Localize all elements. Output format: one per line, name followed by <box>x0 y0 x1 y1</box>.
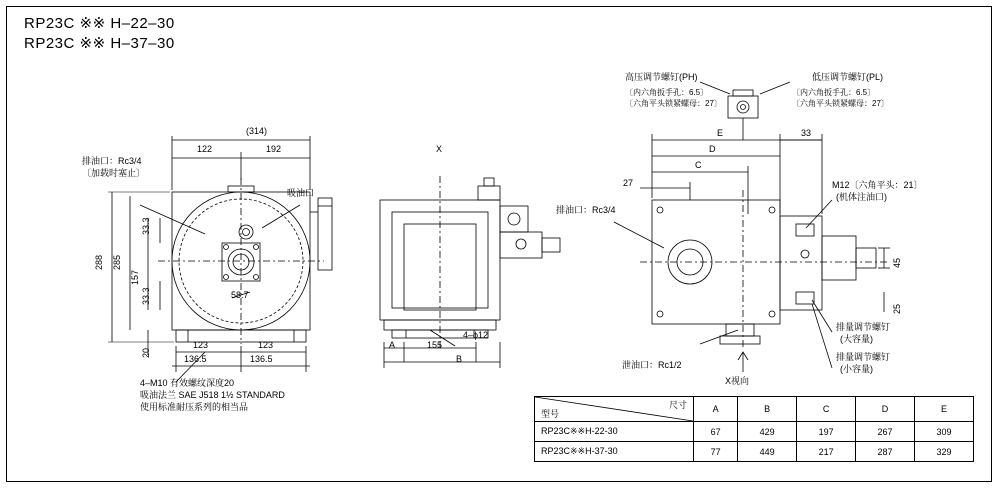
flow-adjust-small-note: (小容量) <box>840 364 873 374</box>
front-drain-port-label: 排油口：Rc3/4 <box>82 156 142 166</box>
right-leak-port-label: 泄油口：Rc1/2 <box>622 360 682 370</box>
table-col-c: C <box>797 397 856 422</box>
right-dim-45: 45 <box>892 257 902 268</box>
flow-adjust-big-label: 排量调节螺钉 <box>836 322 891 332</box>
table-cell-a: 67 <box>694 422 738 442</box>
front-note-line-3: 使用标准耐压系列的相当品 <box>140 402 249 412</box>
table-cell-e: 329 <box>915 442 974 462</box>
table-row <box>535 422 974 442</box>
right-drain-port-label: 排油口：Rc3/4 <box>556 205 616 215</box>
ph-note-2: 〔六角平头锁紧螺母：27〕 <box>625 99 722 108</box>
right-dim-33: 33 <box>801 128 812 138</box>
front-dim-285: 285 <box>112 254 122 270</box>
front-dim-123-left: 123 <box>193 340 209 350</box>
ph-label: 高压调节螺钉(PH) <box>625 72 698 82</box>
table-cell-d: 287 <box>856 442 915 462</box>
table-cell-b: 449 <box>738 442 797 462</box>
front-note-line-2: 吸油法兰 SAE J518 1½ STANDARD <box>140 390 285 400</box>
right-dim-25: 25 <box>892 303 902 314</box>
side-dim-b: B <box>456 354 463 364</box>
front-dim-157: 157 <box>130 269 140 285</box>
front-suction-port-label: 吸油口 <box>287 188 315 198</box>
front-dim-314: (314) <box>246 126 268 136</box>
table-row-model: RP23C※※H-37-30 <box>535 442 694 462</box>
table-corner-header <box>535 397 694 422</box>
pl-note-1: 〔内六角扳手孔：6.5〕 <box>792 88 876 97</box>
pl-note-2: 〔六角平头锁紧螺母：27〕 <box>792 99 889 108</box>
m12-label: M12〔六角平头：21〕 <box>832 180 923 190</box>
right-dim-c: C <box>695 160 702 170</box>
front-dim-192: 192 <box>266 144 282 154</box>
right-dim-e: E <box>717 128 724 138</box>
side-hole-note: 4–ϕ12 <box>463 330 489 340</box>
table-col-e: E <box>915 397 974 422</box>
ph-note-1: 〔内六角扳手孔：6.5〕 <box>625 88 709 97</box>
front-dim-123-right: 123 <box>258 340 274 350</box>
table-col-a: A <box>694 397 738 422</box>
table-cell-a: 77 <box>694 442 738 462</box>
table-cell-c: 217 <box>797 442 856 462</box>
front-dim-136-5-left: 136.5 <box>184 354 207 364</box>
flow-adjust-small-label: 排量调节螺钉 <box>836 352 891 362</box>
table-cell-d: 267 <box>856 422 915 442</box>
front-drain-port-note: 〔加载时塞止〕 <box>82 168 146 178</box>
right-dim-27: 27 <box>623 178 634 188</box>
pl-label: 低压调节螺钉(PL) <box>812 72 884 82</box>
title-line-1: RP23C ※※ H–22–30 <box>24 15 175 32</box>
title-line-2: RP23C ※※ H–37–30 <box>24 35 175 52</box>
side-dim-155: 155 <box>427 340 443 350</box>
table-cell-c: 197 <box>797 422 856 442</box>
front-dim-58-7: 58.7 <box>231 290 249 300</box>
front-note-line-1: 4–M10 有效螺纹深度20 <box>140 378 235 388</box>
front-dim-288: 288 <box>94 254 104 270</box>
spec-table <box>534 396 974 462</box>
side-dim-a: A <box>389 340 396 350</box>
table-cell-b: 429 <box>738 422 797 442</box>
table-col-d: D <box>856 397 915 422</box>
front-dim-20: 20 <box>141 347 151 358</box>
table-corner-size: 尺寸 <box>668 400 687 410</box>
table-corner-model: 型号 <box>541 409 560 419</box>
x-view-label: X视向 <box>725 376 750 386</box>
flow-adjust-big-note: (大容量) <box>840 334 873 344</box>
table-header-row <box>535 397 974 422</box>
table-cell-e: 309 <box>915 422 974 442</box>
front-dim-122: 122 <box>197 144 213 154</box>
front-dim-333-top: 33.3 <box>141 217 151 235</box>
front-dim-333-bottom: 33.3 <box>141 287 151 305</box>
m12-note: (机体注油口) <box>836 192 887 202</box>
side-mark-x: X <box>436 144 443 154</box>
table-row-model: RP23C※※H-22-30 <box>535 422 694 442</box>
right-dim-d: D <box>709 144 716 154</box>
front-dim-136-5-right: 136.5 <box>250 354 273 364</box>
table-row <box>535 442 974 462</box>
table-col-b: B <box>738 397 797 422</box>
